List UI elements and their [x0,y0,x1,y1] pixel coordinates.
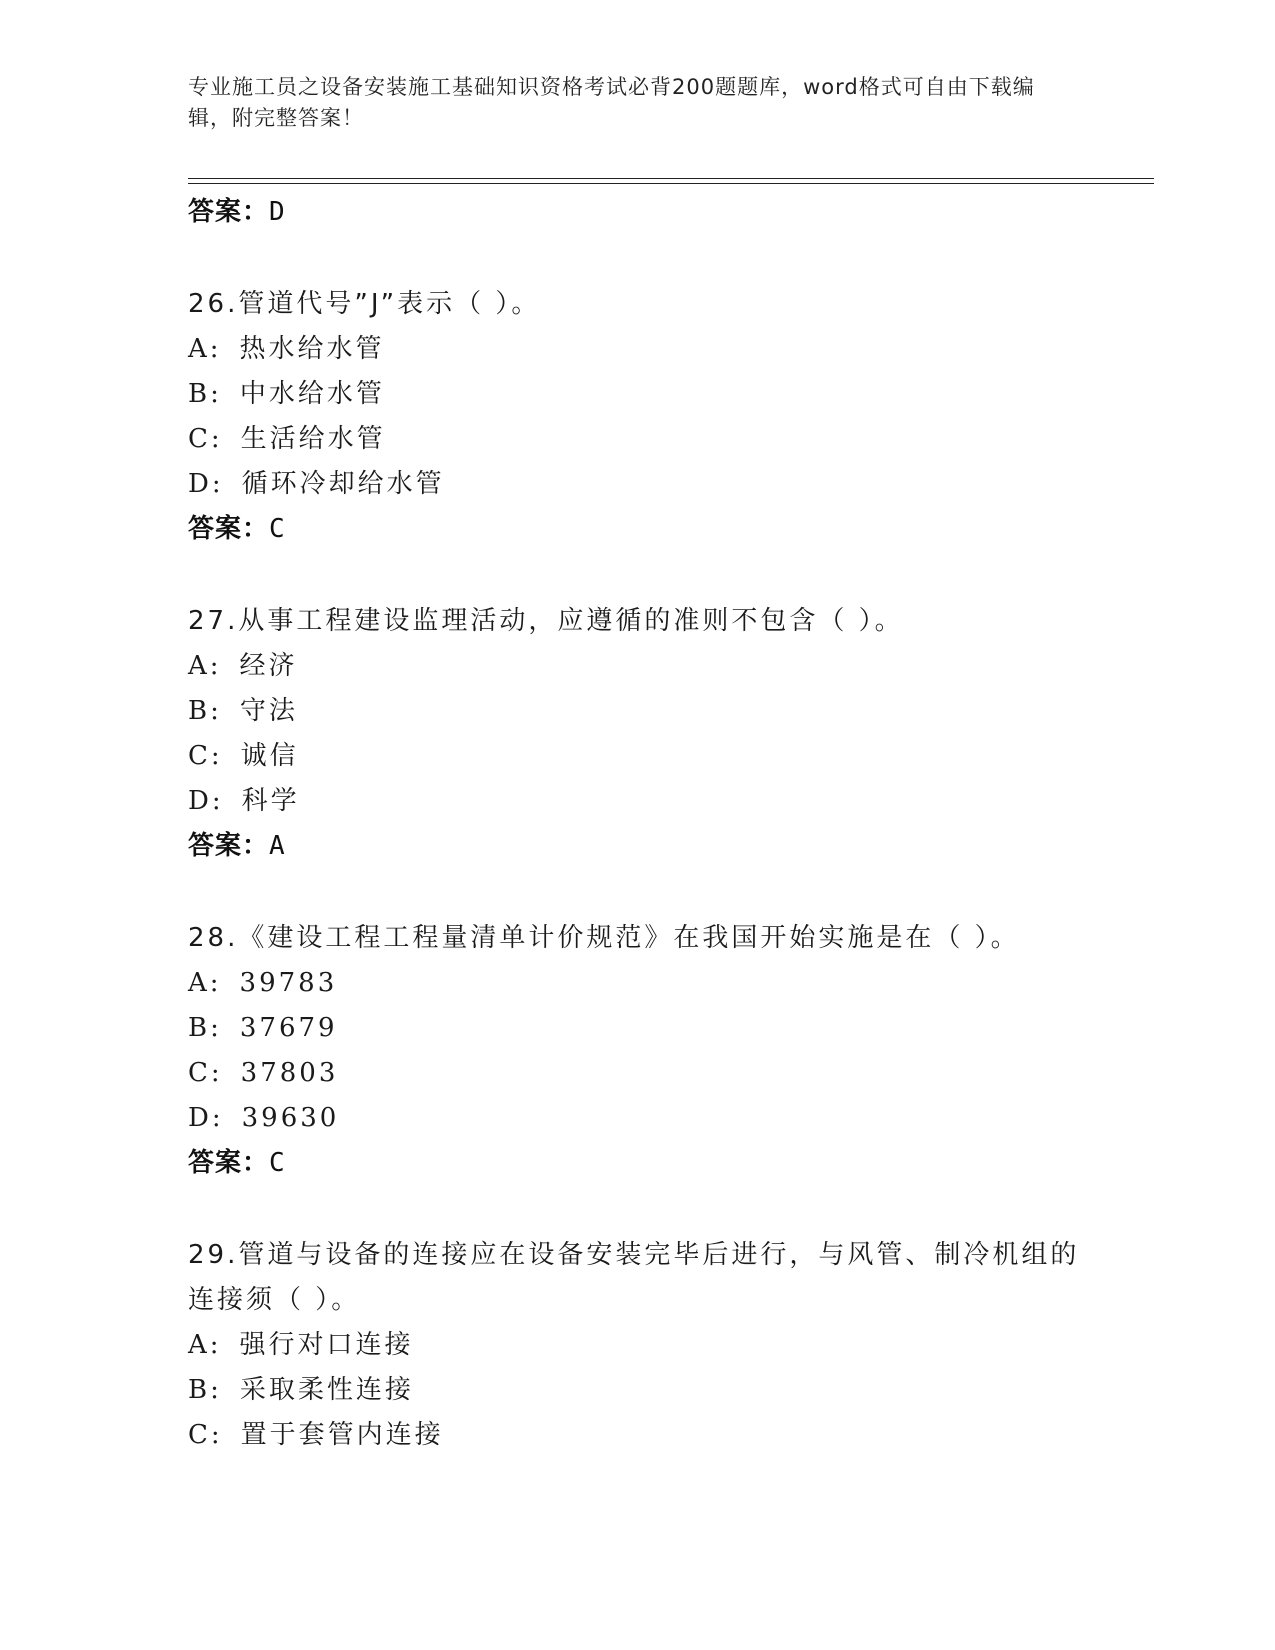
option-b [188,1006,1088,1051]
question-text: 28.《建设工程工程量清单计价规范》在我国开始实施是在（ ）。 [188,923,1020,953]
option-letter: B: [188,379,222,409]
option-letter: D: [188,786,224,816]
question-block [188,599,1088,868]
option-d [188,462,1088,507]
option-letter: B: [188,696,222,726]
answer-line [188,190,1088,234]
answer-line [188,824,1088,868]
option-text: 热水给水管 [239,334,385,364]
option-text: 采取柔性连接 [239,1375,414,1405]
question-text: 27.从事工程建设监理活动，应遵循的准则不包含（ ）。 [188,606,904,636]
option-letter: A: [188,334,222,364]
option-letter: B: [188,1375,222,1405]
option-a [188,644,1088,689]
option-a [188,961,1088,1006]
question-block [188,282,1088,551]
option-d [188,779,1088,824]
answer-label: 答案： [188,1148,270,1178]
question-text: 26.管道代号”J”表示（ ）。 [188,289,541,319]
option-text: 置于套管内连接 [240,1420,444,1450]
option-text: 中水给水管 [239,379,385,409]
option-letter: C: [188,424,223,454]
option-text: 科学 [241,786,300,816]
document-header: 专业施工员之设备安装施工基础知识资格考试必背200题题库，word格式可自由下载编辑，附完整答案！ [188,75,1035,130]
option-text: 守法 [239,696,298,726]
question-block [188,1233,1088,1458]
option-text: 经济 [239,651,298,681]
option-b [188,372,1088,417]
option-a [188,327,1088,372]
option-letter: D: [188,1103,224,1133]
option-text: 39783 [239,968,338,998]
option-letter: C: [188,1058,223,1088]
option-letter: C: [188,741,223,771]
option-b [188,1368,1088,1413]
answer-value: A [269,831,286,861]
option-c [188,1413,1088,1458]
answer-label: 答案： [188,831,270,861]
option-text: 39630 [241,1103,340,1133]
option-c [188,417,1088,462]
option-letter: D: [188,469,224,499]
header-rule-top [188,178,1154,179]
answer-label: 答案： [188,514,270,544]
option-letter: B: [188,1013,222,1043]
option-text: 37679 [239,1013,338,1043]
answer-value: D [269,197,286,227]
option-letter: A: [188,651,222,681]
answer-label: 答案： [188,197,270,227]
answer-line [188,507,1088,551]
option-text: 生活给水管 [240,424,386,454]
answer-value: C [269,1148,286,1178]
option-letter: C: [188,1420,223,1450]
option-letter: A: [188,968,222,998]
option-text: 循环冷却给水管 [241,469,445,499]
question-block [188,916,1088,1185]
option-text: 诚信 [240,741,299,771]
option-letter: A: [188,1330,222,1360]
option-c [188,734,1088,779]
option-b [188,689,1088,734]
option-c [188,1051,1088,1096]
answer-value: C [269,514,286,544]
option-a [188,1323,1088,1368]
header-rule-bottom [188,183,1154,184]
answer-line [188,1141,1088,1185]
question-list [188,190,1088,1458]
option-text: 强行对口连接 [239,1330,414,1360]
option-text: 37803 [240,1058,339,1088]
option-d [188,1096,1088,1141]
question-text: 29.管道与设备的连接应在设备安装完毕后进行，与风管、制冷机组的连接须（ ）。 [188,1240,1080,1315]
